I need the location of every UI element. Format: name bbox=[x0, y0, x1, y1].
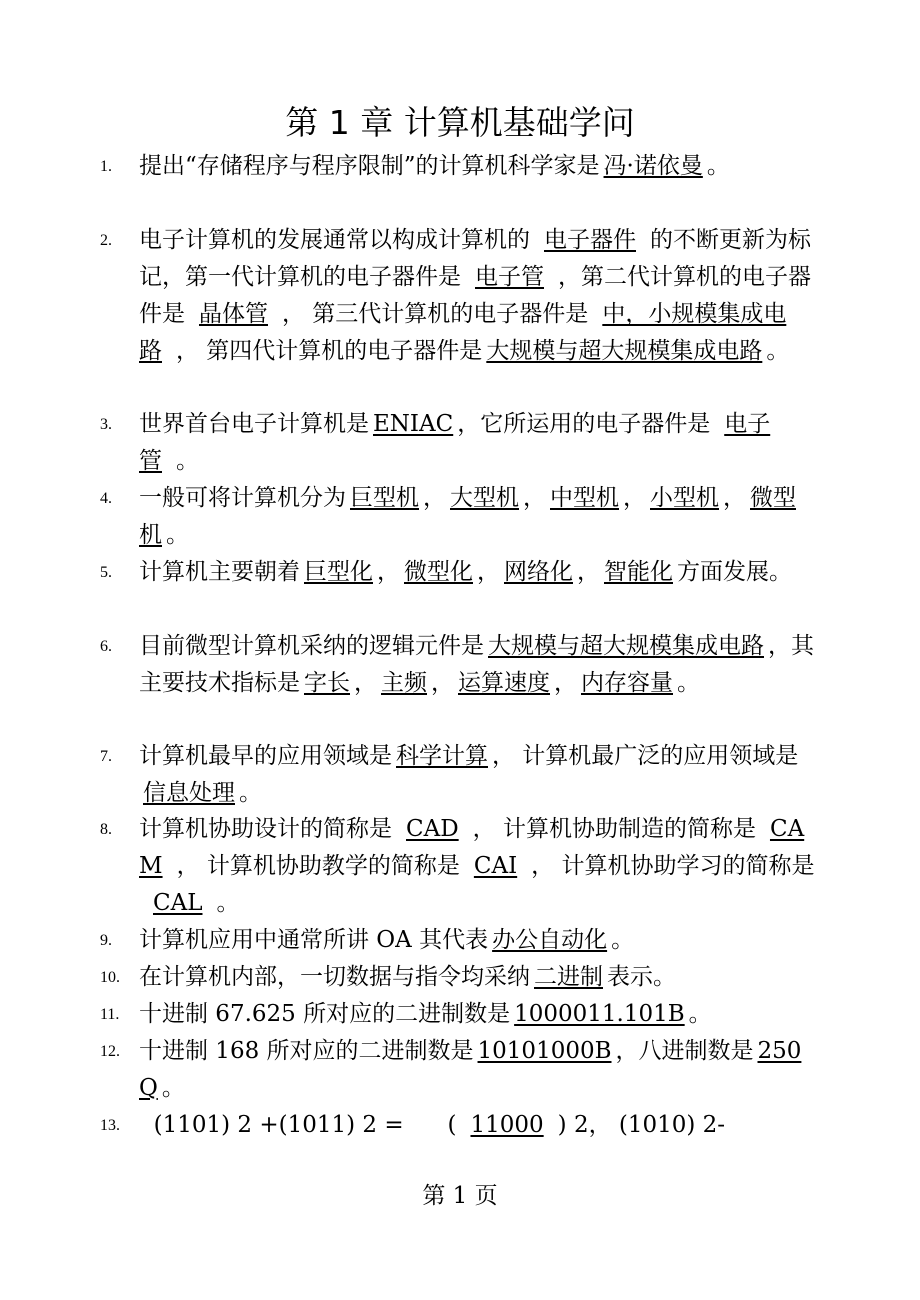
answer-blank: 11000 bbox=[470, 1112, 544, 1138]
answer-blank: 巨型化 bbox=[304, 559, 373, 585]
answer-blank: CAD bbox=[406, 816, 459, 842]
answer-blank: 大规模与超大规模集成电路 bbox=[486, 338, 763, 364]
answer-blank: ENIAC bbox=[373, 411, 454, 437]
question-number: 12. bbox=[100, 1043, 120, 1060]
question-text: 计算机最早的应用领域是 科学计算 ， 计算机最广泛的应用领域是信息处理 。 bbox=[139, 743, 799, 806]
question-text: 一般可将计算机分为 巨型机 ， 大型机 ， 中型机 ， 小型机 ， 微型机 。 bbox=[139, 485, 796, 548]
answer-blank: CAI bbox=[473, 853, 518, 879]
answer-blank: 字长 bbox=[304, 670, 350, 696]
question-text: 十进制 168 所对应的二进制数是 10101000B ，八进制数是 250Q 。 bbox=[139, 1038, 802, 1101]
answer-blank: 微型化 bbox=[404, 559, 473, 585]
question-number: 2. bbox=[100, 232, 112, 249]
question-text: 计算机主要朝着 巨型化 ， 微型化 ， 网络化 ， 智能化 方面发展。 bbox=[139, 559, 792, 585]
question-text: 提出“存储程序与程序限制”的计算机科学家是 冯·诺依曼 。 bbox=[139, 153, 730, 179]
answer-blank: 中型机 bbox=[550, 485, 619, 511]
question-number: 13. bbox=[100, 1117, 120, 1134]
answer-blank: 办公自动化 bbox=[492, 927, 608, 953]
question-number: 10. bbox=[100, 969, 120, 986]
question-text: 目前微型计算机采纳的逻辑元件是 大规模与超大规模集成电路 ，其主要技术指标是 字长 ， 主频 ， 运算速度 ， 内存容量 。 bbox=[139, 633, 814, 696]
answer-blank: CAL bbox=[153, 890, 203, 916]
question-text: 世界首台电子计算机是 ENIAC ，它所运用的电子器件是 电子管 。 bbox=[139, 411, 771, 474]
question-number: 3. bbox=[100, 416, 112, 433]
answer-blank: 1000011.101B bbox=[514, 1001, 685, 1027]
question-text: 计算机协助设计的简称是 CAD ， 计算机协助制造的简称是 CAM ， 计算机协助教学的简称是 CAI ， 计算机协助学习的简称是CAL 。 bbox=[139, 816, 815, 916]
question-number: 9. bbox=[100, 932, 112, 949]
answer-blank: 二进制 bbox=[534, 964, 603, 990]
answer-blank: 内存容量 bbox=[581, 670, 673, 696]
question-number: 5. bbox=[100, 564, 112, 581]
answer-blank: 运算速度 bbox=[458, 670, 550, 696]
question-text: 在计算机内部，一切数据与指令均采纳 二进制 表示。 bbox=[139, 964, 676, 990]
answer-blank: 电子管 bbox=[475, 264, 544, 290]
question-text: (1101) 2 +(1011) 2 = ( 11000 ) 2， (1010) 2- bbox=[139, 1112, 726, 1138]
chapter-title: 第 1 章 计算机基础学问 bbox=[285, 103, 635, 142]
answer-blank: 网络化 bbox=[504, 559, 573, 585]
question-text: 十进制 67.625 所对应的二进制数是 1000011.101B 。 bbox=[139, 1001, 712, 1027]
answer-blank: 电子管 bbox=[139, 411, 771, 474]
answer-blank: 晶体管 bbox=[199, 301, 268, 327]
page-number: 第 1 页 bbox=[422, 1183, 498, 1209]
answer-blank: 250Q bbox=[139, 1038, 802, 1101]
question-text: 电子计算机的发展通常以构成计算机的 电子器件 的不断更新为标记，第一代计算机的电子器件是 电子管 ，第二代计算机的电子器件是 晶体管 ， 第三代计算机的电子器件是 中，小规模集成电路 ， 第四代计算机的电子器件是 大规模与超大规模集成电路 。 bbox=[139, 227, 811, 364]
question-number: 4. bbox=[100, 490, 112, 507]
answer-blank: 科学计算 bbox=[396, 743, 488, 769]
question-number: 1. bbox=[100, 158, 112, 175]
question-number: 11. bbox=[100, 1006, 120, 1023]
answer-blank: 巨型机 bbox=[350, 485, 419, 511]
answer-blank: 智能化 bbox=[604, 559, 673, 585]
question-number: 8. bbox=[100, 821, 112, 838]
question-number: 7. bbox=[100, 748, 112, 765]
answer-blank: 小型机 bbox=[650, 485, 719, 511]
answer-blank: 信息处理 bbox=[143, 780, 235, 806]
answer-blank: 10101000B bbox=[477, 1038, 612, 1064]
answer-blank: 大规模与超大规模集成电路 bbox=[488, 633, 764, 659]
answer-blank: 中，小规模集成电路 bbox=[139, 301, 787, 364]
answer-blank: 微型机 bbox=[139, 485, 796, 548]
question-text: 计算机应用中通常所讲 OA 其代表 办公自动化 。 bbox=[139, 927, 635, 953]
answer-blank: 大型机 bbox=[450, 485, 519, 511]
answer-blank: CAM bbox=[139, 816, 805, 879]
answer-blank: 主频 bbox=[381, 670, 427, 696]
answer-blank: 冯·诺依曼 bbox=[603, 153, 703, 179]
question-number: 6. bbox=[100, 638, 112, 655]
answer-blank: 电子器件 bbox=[544, 227, 636, 253]
